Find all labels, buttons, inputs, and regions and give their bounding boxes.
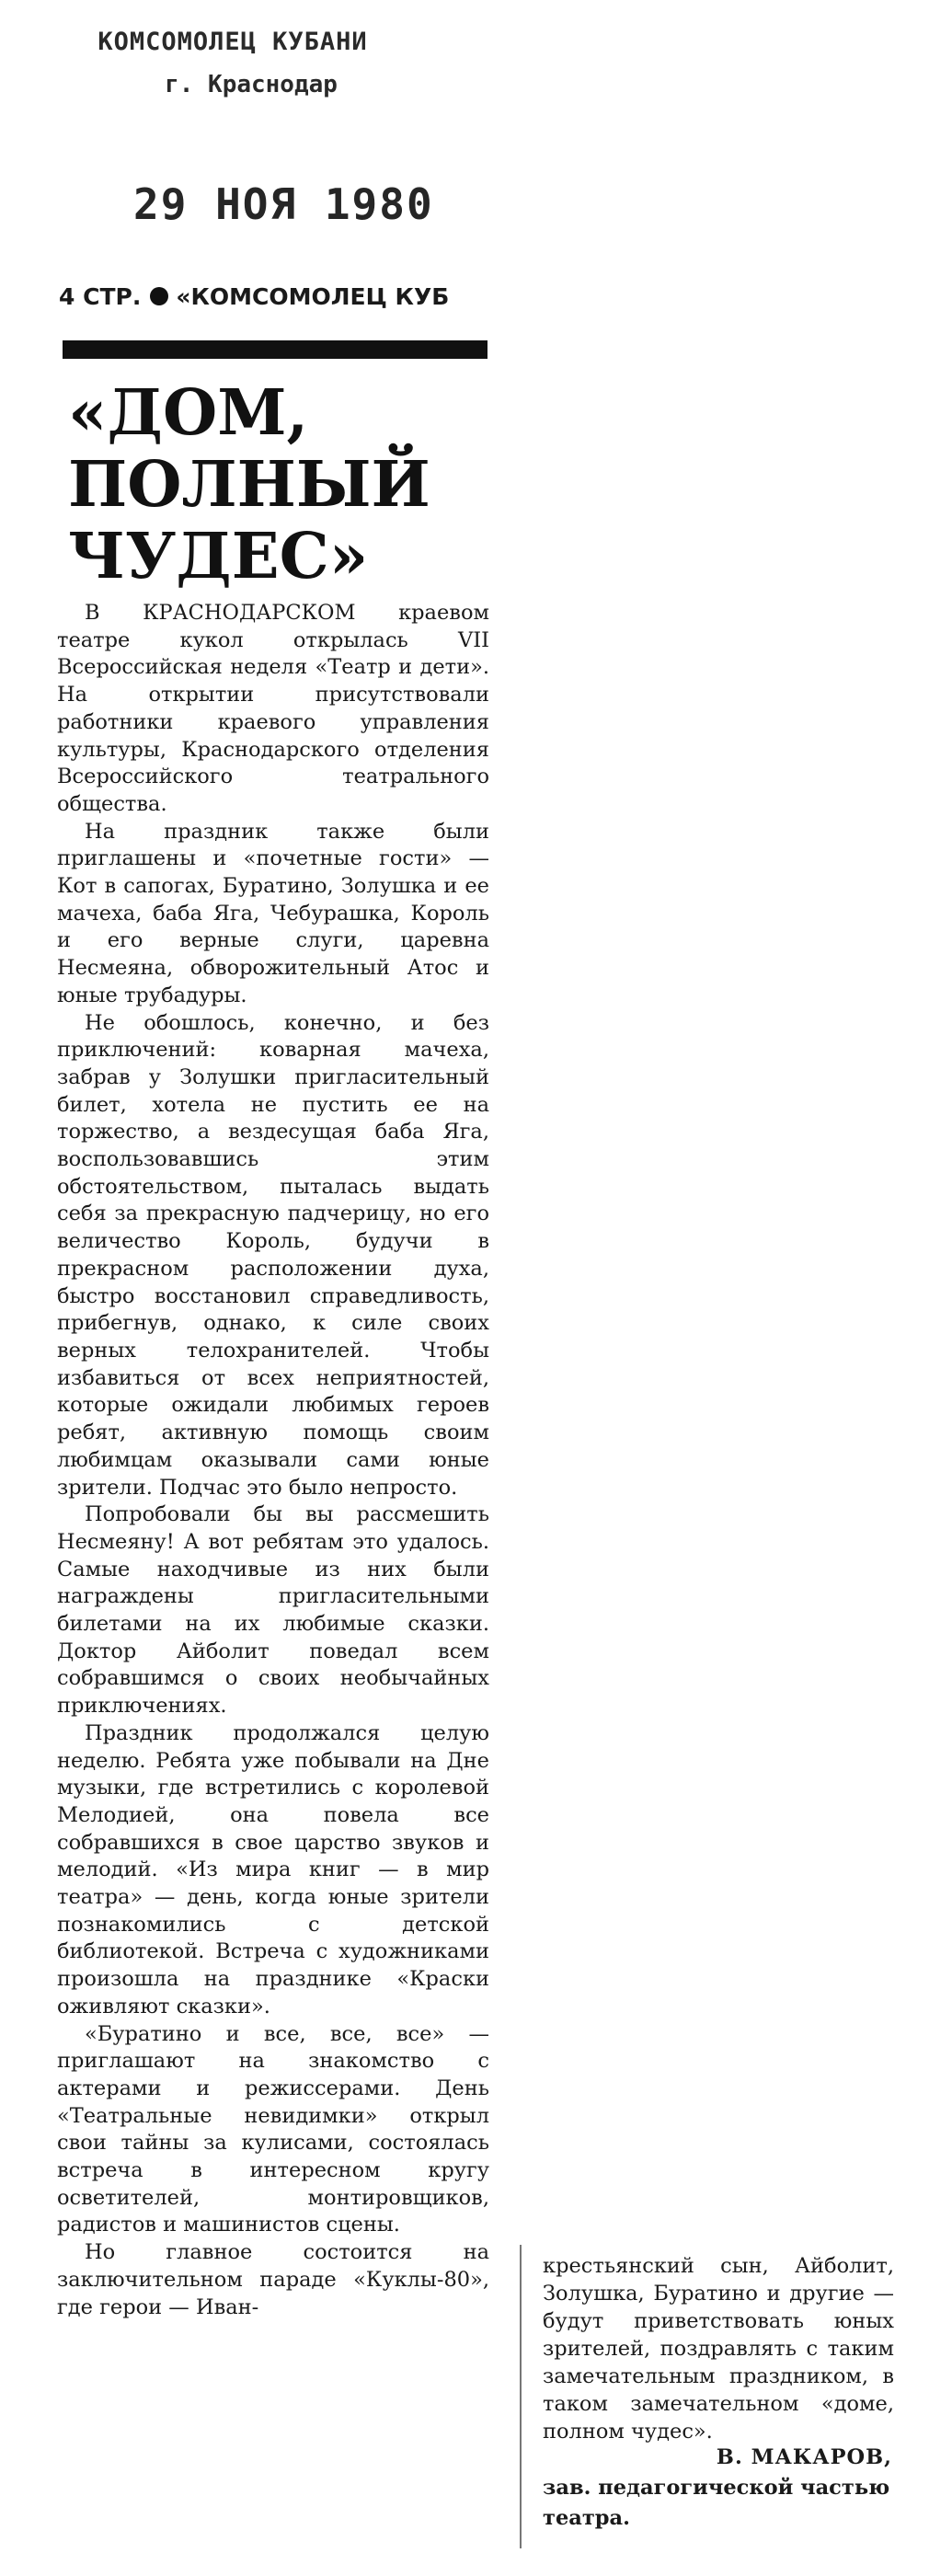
article-paragraph: Но главное состоится на заключительном параде «Куклы-80», где герои — Иван- bbox=[57, 2240, 489, 2319]
headline-line-1: «ДОМ, bbox=[68, 376, 309, 450]
author-name: В. МАКАРОВ, bbox=[716, 2445, 892, 2469]
masthead-paper-name: «КОМСОМОЛЕЦ КУБ bbox=[176, 283, 450, 310]
page-number: 4 СТР. bbox=[59, 283, 142, 310]
article-paragraph: Не обошлось, конечно, и без приключений: коварная мачеха, забрав у Золушки пригласительный билет, хотела не пустить ее на торжество, а вездесущая баба Яга, воспользовавшись этим обстоятельством, пыталась выдать себя за прекрасную падчерицу, но его величество Король, будучи в прекрасном расположении духа, быстро восстановил справедливость, прибегнув, однако, к силе своих верных телохранителей. Чтобы избавиться от всех неприятностей, которые ожидали любимых героев ребят, активную помощь своим любимцам оказывали сами юные зрители. Подчас это было непросто. bbox=[57, 1010, 489, 1500]
stamp-newspaper-name: КОМСОМОЛЕЦ КУБАНИ bbox=[97, 28, 368, 56]
article-body-column-2: крестьянский сын, Айболит, Золушка, Буратино и другие — будут приветствовать юных зрителей, поздравлять с таким замечательным праздником, в таком замечательном «доме, полном чудес». bbox=[543, 2254, 894, 2444]
masthead-rule bbox=[63, 340, 487, 359]
stamp-city: г. Краснодар bbox=[165, 71, 338, 98]
article-headline bbox=[68, 377, 491, 592]
page-masthead bbox=[59, 283, 489, 310]
stamp-date: 29 НОЯ 1980 bbox=[133, 179, 434, 229]
article-paragraph: «Буратино и все, все, все» — приглашают на знакомство с актерами и режиссерами. День «Театральные невидимки» открыл свои тайны за кулисами, состоялась встреча в интересном кругу осветителей, монтировщиков, радистов и машинистов сцены. bbox=[57, 2021, 489, 2237]
author-title: зав. педагогической частью театра. bbox=[543, 2476, 890, 2530]
archive-stamp bbox=[26, 28, 440, 98]
article-paragraph: Попробовали бы вы рассмешить Несмеяну! А вот ребятам это удалось. Самые находчивые из них были награждены пригласительными билетами на их любимые сказки. Доктор Айболит поведал всем собравшимся о своих необычайных приключениях. bbox=[57, 1502, 489, 1719]
bullet-icon bbox=[150, 287, 168, 305]
article-paragraph: В КРАСНОДАРСКОМ краевом театре кукол открылась VII Всероссийская неделя «Театр и дети». На открытии присутствовали работники краевого управления культуры, Краснодарского отделения Всероссийского театрального общества. bbox=[57, 601, 489, 816]
article-paragraph: Праздник продолжался целую неделю. Ребята уже побывали на Дне музыки, где встретились с королевой Мелодией, она повела все собравшихся в свое царство звуков и мелодий. «Из мира книг — в мир театра» — день, когда юные зрители познакомились с детской библиотекой. Встреча с художниками произошла на празднике «Краски оживляют сказки». bbox=[57, 1720, 489, 2018]
headline-line-3: ЧУДЕС» bbox=[68, 520, 369, 593]
headline-line-2: ПОЛНЫЙ bbox=[68, 448, 430, 522]
article-paragraph: На праздник также были приглашены и «почетные гости» — Кот в сапогах, Буратино, Золушка и ее мачеха, баба Яга, Чебурашка, Король и его верные слуги, царевна Несмеяна, обворожительный Атос и юные трубадуры. bbox=[57, 819, 489, 1007]
article-body-column-1 bbox=[57, 600, 489, 2321]
article-byline bbox=[543, 2443, 892, 2534]
